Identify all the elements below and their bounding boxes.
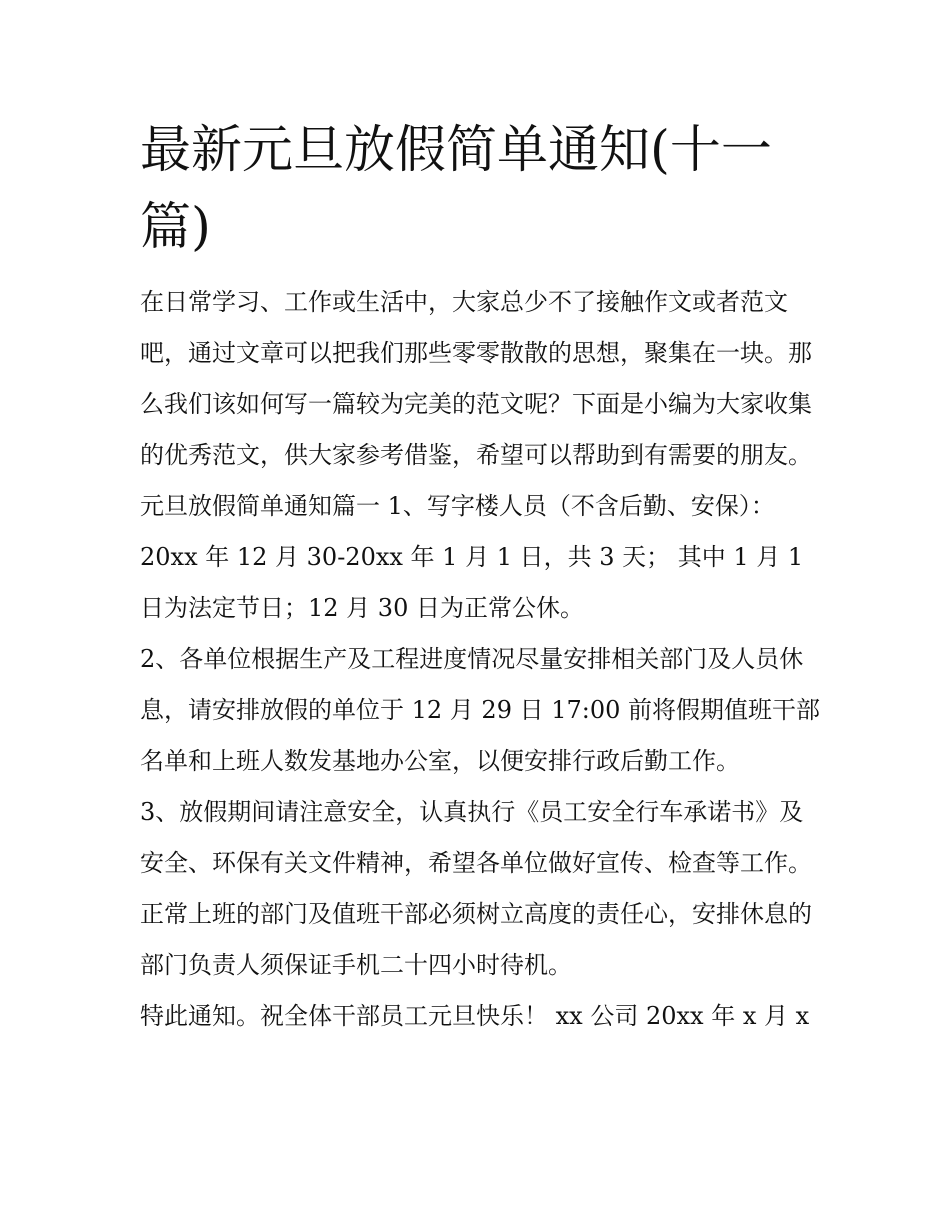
- document-body: [140, 277, 820, 1042]
- document-title: 最新元旦放假简单通知(十一篇): [140, 121, 772, 257]
- closing-paragraph: 特此通知。祝全体干部员工元旦快乐！ xx 公司 20xx 年 x 月 x: [140, 1002, 810, 1030]
- notice-paragraph-2: 2、各单位根据生产及工程进度情况尽量安排相关部门及人员休息，请安排放假的单位于 12 月 29 日 17:00 前将假期值班干部名单和上班人数发基地办公室，以便安排行政后勤工作。: [140, 645, 821, 775]
- intro-paragraph: 在日常学习、工作或生活中，大家总少不了接触作文或者范文吧，通过文章可以把我们那些零零散散的思想，聚集在一块。那么我们该如何写一篇较为完美的范文呢？下面是小编为大家收集的优秀范文，供大家参考借鉴，希望可以帮助到有需要的朋友。: [140, 288, 812, 469]
- notice-paragraph-3: 3、放假期间请注意安全，认真执行《员工安全行车承诺书》及安全、环保有关文件精神，希望各单位做好宣传、检查等工作。正常上班的部门及值班干部必须树立高度的责任心，安排休息的部门负责人须保证手机二十四小时待机。: [140, 798, 812, 979]
- notice-paragraph-1: 元旦放假简单通知篇一 1、写字楼人员（不含后勤、安保）：20xx 年 12 月 30-20xx 年 1 月 1 日，共 3 天； 其中 1 月 1 日为法定节日；12 月 30 日为正常公休。: [140, 492, 804, 622]
